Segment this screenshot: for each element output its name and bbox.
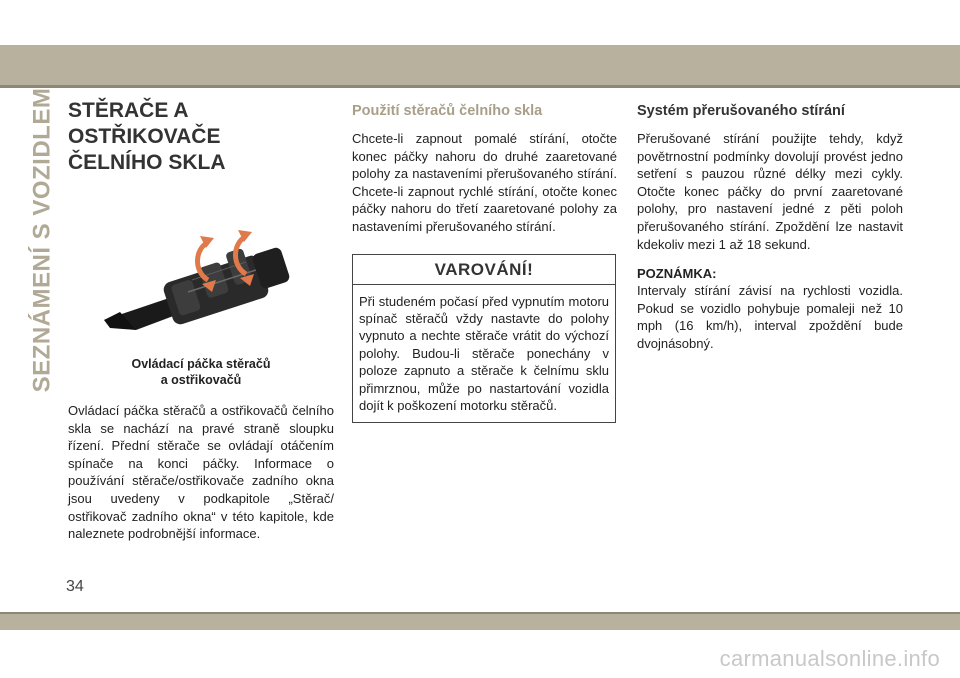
- figure-caption-line-2: a ostřikovačů: [160, 373, 242, 387]
- note-paragraph: Intervaly stírání závisí na rychlosti vozidla. Pokud se vozidlo pohybuje pomaleji než 10 mph (16 km/h), interval zpoždění bude dvojnásobný.: [637, 283, 903, 351]
- column-3: [637, 98, 903, 353]
- section-title: [68, 98, 334, 176]
- warning-title: VAROVÁNÍ!: [353, 255, 615, 285]
- column-1: [68, 98, 334, 543]
- column-2: [352, 98, 617, 423]
- section-title-line-1: STĚRAČE A OSTŘIKOVAČE: [68, 99, 221, 148]
- section-title-line-2: ČELNÍHO SKLA: [68, 151, 226, 174]
- top-margin: [0, 0, 960, 45]
- figure-caption: [68, 356, 334, 388]
- page-number: 34: [66, 578, 84, 595]
- usage-heading: Použití stěračů čelního skla: [352, 103, 543, 119]
- warning-box: [352, 254, 616, 424]
- intermittent-paragraph: Přerušované stírání použijte tehdy, když povětrnostní podmínky dovolují provést jedno setření s pauzou různé délky mezi cykly. Otočte konec páčky do první zaaretované polohy, pro nastavení jedné z pěti poloh přerušovaného stírání. Zpoždění lze nastavit kdekoliv mezi 1 až 18 sekund.: [637, 131, 903, 252]
- footer-bar: [0, 614, 960, 630]
- wiper-lever-figure: [68, 180, 334, 360]
- note-label: POZNÁMKA:: [637, 266, 717, 282]
- warning-text: Při studeném počasí před vypnutím motoru spínač stěračů vždy nastavte do polohy vypnuto a nechte stěrače vrátit do výchozí polohy. Budou-li stěrače ponechány v poloze zapnuto a stěrače k čelnímu sklu přimrznou, může po nastartování vozidla dojít k poškození motorku stěračů.: [359, 293, 609, 413]
- figure-caption-line-1: Ovládací páčka stěračů: [131, 357, 271, 371]
- intermittent-heading: Systém přerušovaného stírání: [637, 103, 845, 119]
- header-bar: [0, 45, 960, 85]
- intro-paragraph: Ovládací páčka stěračů a ostřikovačů čelního skla se nachází na pravé straně sloupku řízení. Přední stěrače se ovládají otáčením spínače na konci páčky. Informace o používání stěrače/ostřikovače zadního okna jsou uvedeny v podkapitole „Stěrač/ ostřikovač zadního okna“ v této kapitole, kde naleznete podrobnější informace.: [68, 403, 334, 542]
- usage-paragraph: Chcete-li zapnout pomalé stírání, otočte konec páčky nahoru do druhé zaaretované polohy za nastaveními přerušovaného stírání. Chcete-li zapnout rychlé stírání, otočte konec páčky nahoru do třetí zaaretované polohy za nastaveními přerušovaného stírání.: [352, 131, 617, 234]
- watermark: carmanualsonline.info: [719, 646, 940, 671]
- wiper-lever-illustration: [96, 180, 306, 360]
- section-side-tab-label: SEZNÁMENÍ S VOZIDLEM: [28, 87, 55, 393]
- header-rule: [0, 85, 960, 88]
- section-side-tab: [22, 87, 62, 393]
